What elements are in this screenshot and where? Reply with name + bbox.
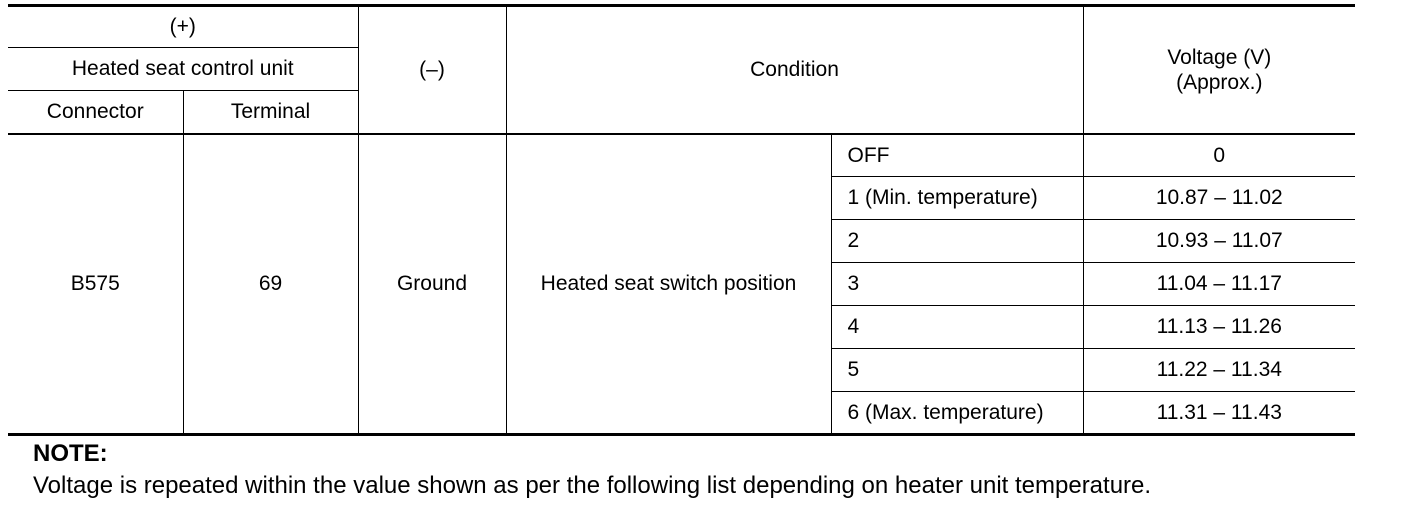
switch-position: 2: [831, 220, 1083, 263]
switch-position: 5: [831, 349, 1083, 392]
note-block: [33, 438, 1151, 502]
voltage-value: 10.87 – 11.02: [1083, 177, 1355, 220]
terminal-value: 69: [183, 134, 358, 435]
switch-position: 6 (Max. temperature): [831, 392, 1083, 435]
note-title: NOTE:: [33, 440, 108, 467]
note-text: Voltage is repeated within the value shown as per the following list depending on heater unit temperature.: [33, 472, 1152, 499]
condition-value: Heated seat switch position: [506, 134, 831, 435]
voltage-spec-table: [8, 4, 1355, 436]
voltage-header-line2: (Approx.): [1176, 70, 1263, 94]
voltage-value: 0: [1083, 134, 1355, 177]
condition-header: Condition: [506, 6, 1083, 134]
voltage-value: 10.93 – 11.07: [1083, 220, 1355, 263]
switch-position: OFF: [831, 134, 1083, 177]
switch-position: 4: [831, 306, 1083, 349]
voltage-header: [1083, 6, 1355, 134]
switch-position: 1 (Min. temperature): [831, 177, 1083, 220]
switch-position: 3: [831, 263, 1083, 306]
positive-header: (+): [8, 6, 358, 48]
voltage-value: 11.22 – 11.34: [1083, 349, 1355, 392]
negative-value: Ground: [358, 134, 506, 435]
connector-header: Connector: [8, 91, 183, 134]
voltage-value: 11.31 – 11.43: [1083, 392, 1355, 435]
negative-header: (–): [358, 6, 506, 134]
terminal-header: Terminal: [183, 91, 358, 134]
voltage-value: 11.04 – 11.17: [1083, 263, 1355, 306]
connector-value: B575: [8, 134, 183, 435]
control-unit-header: Heated seat control unit: [8, 48, 358, 91]
voltage-header-line1: Voltage (V): [1167, 45, 1272, 69]
voltage-value: 11.13 – 11.26: [1083, 306, 1355, 349]
